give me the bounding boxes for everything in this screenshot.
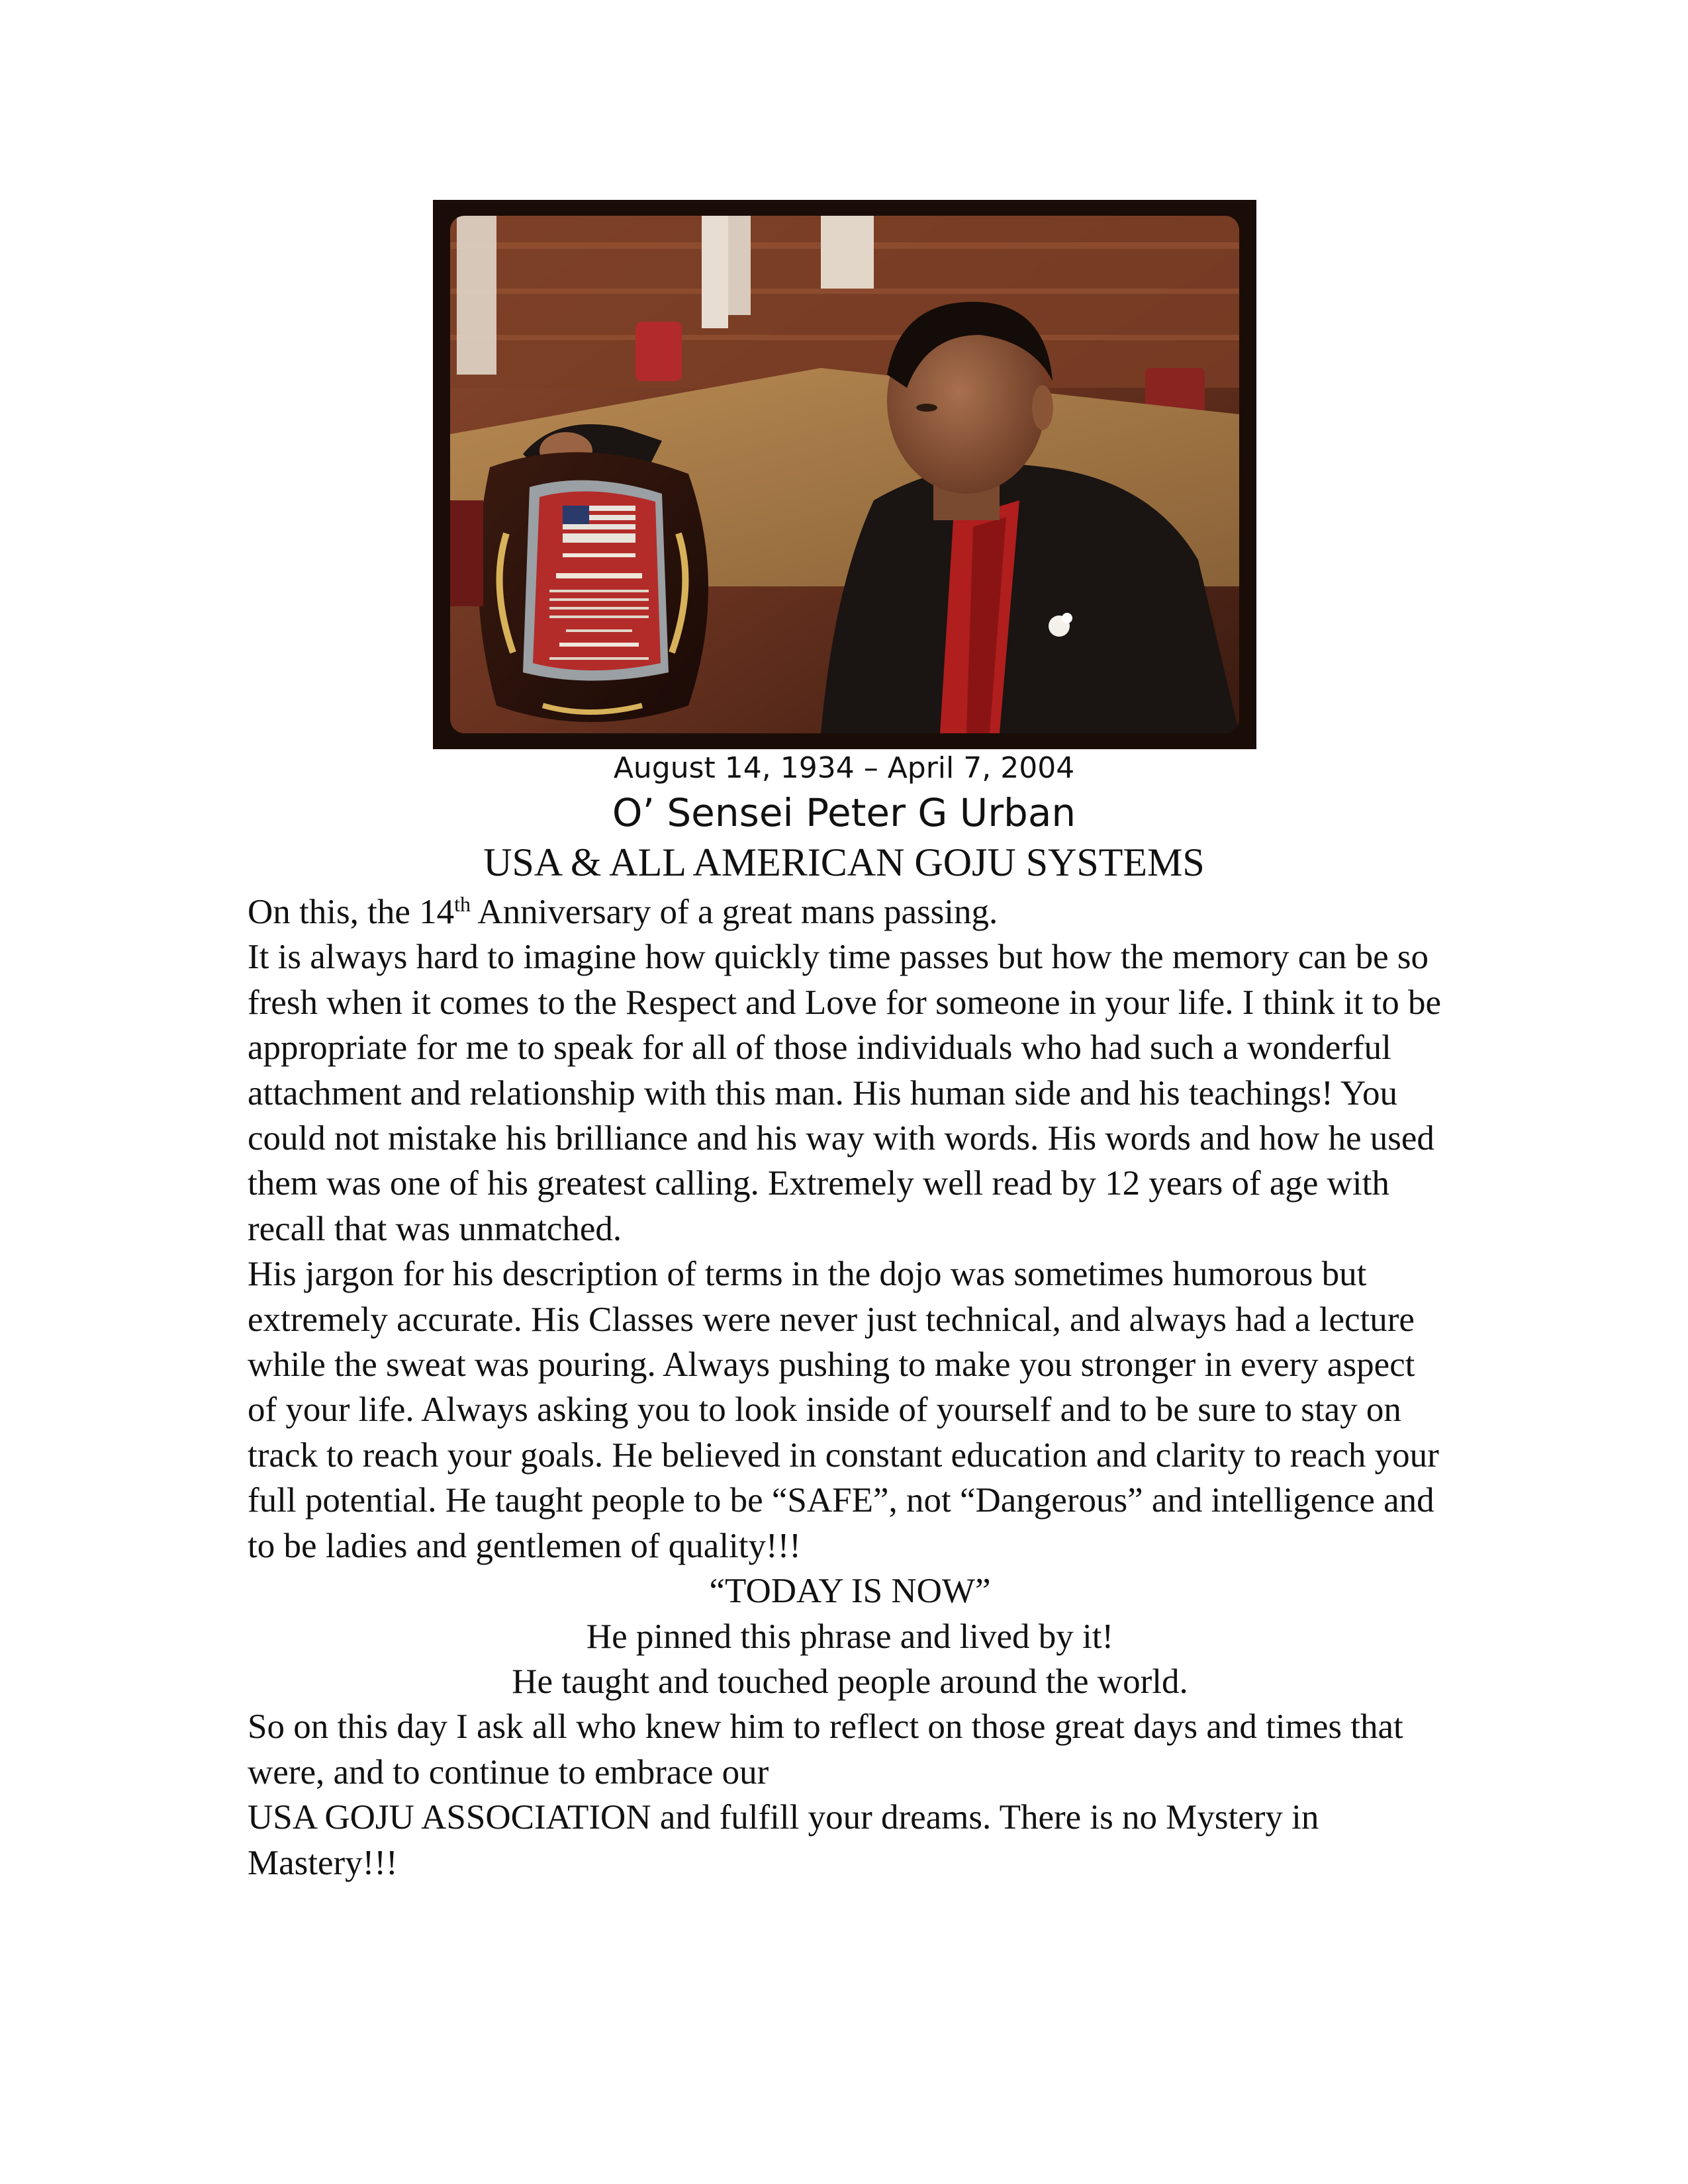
motto: “TODAY IS NOW” <box>709 1572 991 1611</box>
closing-line-1: So on this day I ask all who knew him to reflect on those great days and times that were, and to continue to embrace our <box>248 1707 1403 1792</box>
intro-line <box>248 889 1452 934</box>
paragraph-teaching: His jargon for his description of terms in the dojo was sometimes humorous but extremely accurate. His Classes were never just technical, and always had a lecture while the sweat was pouring. Always pushing to make you stronger in every aspect of your life. Always asking you to look inside of yourself and to be sure to stay on track to reach your goals. He believed in constant education and clarity to reach your full potential. He taught people to be “SAFE”, not “Dangerous” and intelligence and to be ladies and gentlemen of quality!!! <box>248 1255 1439 1565</box>
motto-line-2: He pinned this phrase and lived by it! <box>586 1617 1114 1656</box>
intro-text-start: On this, the 14 <box>248 893 455 931</box>
tribute-text <box>248 889 1452 1886</box>
memorial-photo <box>433 200 1256 749</box>
ordinal-suffix: th <box>454 892 471 916</box>
organization-title: USA & ALL AMERICAN GOJU SYSTEMS <box>483 841 1205 884</box>
motto-line-3: He taught and touched people around the world. <box>512 1662 1188 1701</box>
photo-illustration <box>450 216 1239 733</box>
honoree-name: O’ Sensei Peter G Urban <box>612 790 1076 835</box>
photo-image <box>450 216 1239 733</box>
paragraph-memory: It is always hard to imagine how quickly time passes but how the memory can be so fresh when it comes to the Respect and Love for someone in your life. I think it to be appropriate for me to speak for all of those individuals who had such a wonderful attachment and relationship with this man. His human side and his teachings! You could not mistake his brilliance and his way with words. His words and how he used them was one of his greatest calling. Extremely well read by 12 years of age with recall that was unmatched. <box>248 938 1442 1248</box>
closing-line-2: USA GOJU ASSOCIATION and fulfill your dreams. There is no Mystery in Mastery!!! <box>248 1798 1319 1882</box>
life-dates: August 14, 1934 – April 7, 2004 <box>613 751 1075 785</box>
intro-text-end: Anniversary of a great mans passing. <box>471 893 998 931</box>
